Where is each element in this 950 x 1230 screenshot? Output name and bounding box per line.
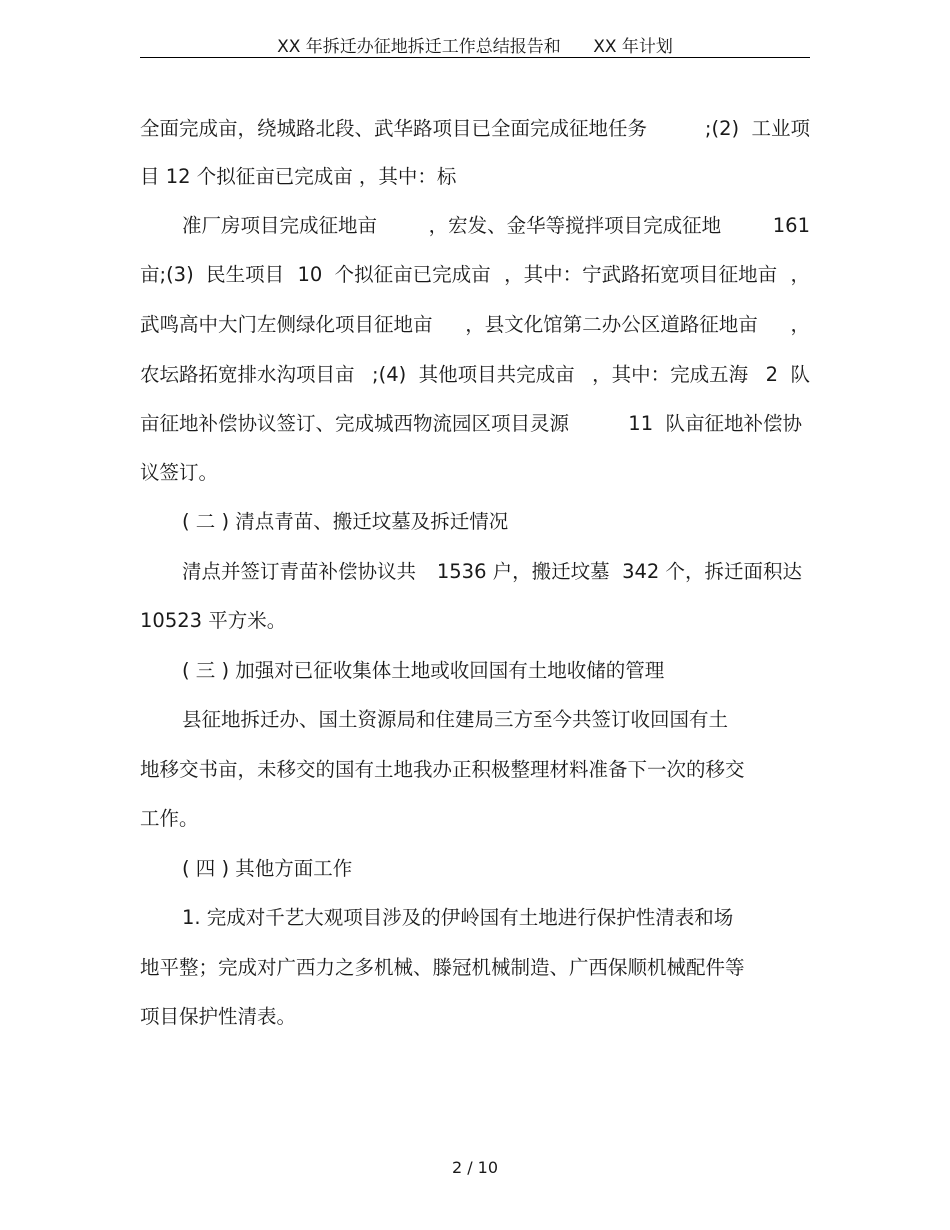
body-line-3-c: 161 bbox=[772, 214, 810, 237]
header-divider bbox=[140, 57, 810, 58]
section-heading-3: ( 三 ) 加强对已征收集体土地或收回国有土地收储的管理 bbox=[182, 659, 665, 682]
body-line-5-b: ，县文化馆第二办公区道路征地亩 bbox=[465, 313, 758, 336]
section-3-line-3: 工作。 bbox=[140, 807, 199, 830]
body-line-3 bbox=[182, 212, 810, 240]
body-line-6-c: ，其中：完成五海 bbox=[592, 363, 749, 386]
body-line-6 bbox=[140, 361, 810, 389]
section-2-line-1 bbox=[182, 558, 802, 586]
body-line-5-c: ， bbox=[790, 313, 810, 336]
section-2-line-1-a: 清点并签订青苗补偿协议共 bbox=[182, 560, 417, 583]
page-header-title: XX 年拆迁办征地拆迁工作总结报告和 XX 年计划 bbox=[277, 37, 673, 57]
body-line-4 bbox=[140, 261, 810, 289]
body-line-6-b: ;(4) 其他项目共完成亩 bbox=[372, 363, 575, 386]
section-3-line-1: 县征地拆迁办、国土资源局和住建局三方至今共签订收回国有土 bbox=[182, 708, 729, 731]
section-4-line-1: 1. 完成对千艺大观项目涉及的伊岭国有土地进行保护性清表和场 bbox=[182, 906, 734, 929]
section-4-line-2: 地平整；完成对广西力之多机械、滕冠机械制造、广西保顺机械配件等 bbox=[140, 956, 745, 979]
body-line-5-a: 武鸣高中大门左侧绿化项目征地亩 bbox=[140, 313, 433, 336]
body-line-3-b: ，宏发、金华等搅拌项目完成征地 bbox=[428, 214, 722, 237]
body-line-7-b: 11 队亩征地补偿协 bbox=[628, 412, 802, 435]
body-line-6-a: 农坛路拓宽排水沟项目亩 bbox=[140, 363, 355, 386]
body-line-7 bbox=[140, 410, 802, 438]
section-2-line-2: 10523 平方米。 bbox=[140, 609, 287, 632]
section-heading-4: ( 四 ) 其他方面工作 bbox=[182, 857, 353, 880]
body-line-5 bbox=[140, 311, 810, 339]
section-3-line-2: 地移交书亩，未移交的国有土地我办正积极整理材料准备下一次的移交 bbox=[140, 758, 745, 781]
page-number: 2 / 10 bbox=[451, 1158, 499, 1177]
body-line-1 bbox=[140, 115, 810, 143]
body-line-1-a: 全面完成亩，绕城路北段、武华路项目已全面完成征地任务 bbox=[140, 117, 648, 140]
body-line-4-c: ，其中：宁武路拓宽项目征地亩 bbox=[504, 263, 778, 286]
section-2-line-1-b: 1536 户，搬迁坟墓 342 个，拆迁面积达 bbox=[436, 560, 802, 583]
body-line-2: 目 12 个拟征亩已完成亩 ，其中：标 bbox=[140, 165, 457, 188]
body-line-4-a: 亩;(3) 民生项目 bbox=[140, 263, 285, 286]
body-line-3-a: 准厂房项目完成征地亩 bbox=[182, 214, 378, 237]
body-line-8: 议签订。 bbox=[140, 461, 219, 484]
body-line-6-d: 2 队 bbox=[765, 363, 810, 386]
body-line-7-a: 亩征地补偿协议签订、完成城西物流园区项目灵源 bbox=[140, 412, 570, 435]
body-line-4-b: 10 个拟征亩已完成亩 bbox=[297, 263, 491, 286]
section-heading-2: ( 二 ) 清点青苗、搬迁坟墓及拆迁情况 bbox=[182, 510, 509, 533]
section-4-line-3: 项目保护性清表。 bbox=[140, 1005, 297, 1028]
body-line-1-b: ;(2) 工业项 bbox=[704, 117, 810, 140]
body-line-4-d: ， bbox=[790, 263, 810, 286]
